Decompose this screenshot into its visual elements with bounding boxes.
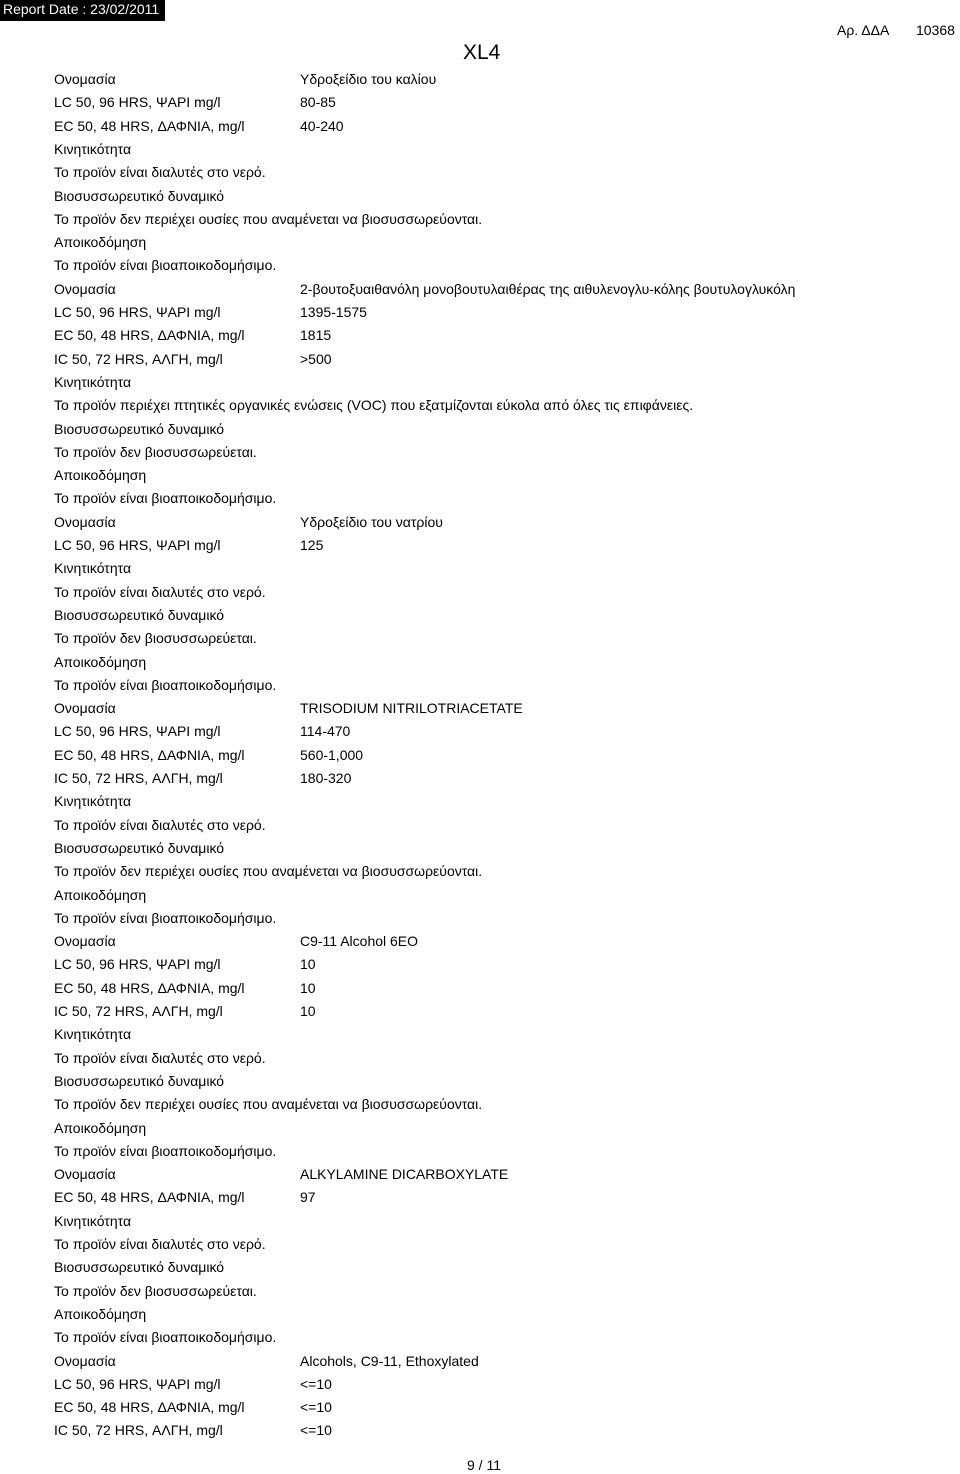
row-label: Το προϊόν περιέχει πτητικές οργανικές ενώσεις (VOC) που εξατμίζονται εύκολα από όλες τις επιφάνειες.	[54, 397, 694, 413]
row-label: Το προϊόν είναι βιοαποικοδομήσιμο.	[54, 910, 277, 926]
row-label: Βιοσυσσωρευτικό δυναμικό	[54, 421, 225, 437]
data-row	[54, 1187, 316, 1207]
data-row	[54, 325, 332, 345]
data-row	[54, 721, 351, 741]
row-value: 125	[300, 537, 324, 553]
row-label: Κινητικότητα	[54, 560, 132, 576]
row-label: LC 50, 96 HRS, ΨΑΡΙ mg/l	[54, 723, 221, 739]
row-label: IC 50, 72 HRS, ΑΛΓΗ, mg/l	[54, 770, 223, 786]
row-label: Το προϊόν είναι βιοαποικοδομήσιμο.	[54, 1329, 277, 1345]
row-label: EC 50, 48 HRS, ΔΑΦΝΙΑ, mg/l	[54, 118, 245, 134]
data-row	[54, 162, 266, 182]
row-value: <=10	[300, 1399, 332, 1415]
row-label: LC 50, 96 HRS, ΨΑΡΙ mg/l	[54, 94, 221, 110]
row-label: Το προϊόν είναι διαλυτές στο νερό.	[54, 1236, 266, 1252]
row-label: Ονομασία	[54, 71, 116, 87]
row-value: 560-1,000	[300, 747, 364, 763]
data-row	[54, 372, 131, 392]
data-row	[54, 1281, 257, 1301]
row-label: Το προϊόν είναι βιοαποικοδομήσιμο.	[54, 1143, 277, 1159]
row-label: Το προϊόν δεν περιέχει ουσίες που αναμένεται να βιοσυσσωρεύονται.	[54, 1096, 483, 1112]
data-row	[54, 535, 324, 555]
data-row	[54, 139, 131, 159]
row-label: Βιοσυσσωρευτικό δυναμικό	[54, 1073, 225, 1089]
row-value: 80-85	[300, 94, 336, 110]
row-label: Το προϊόν δεν βιοσυσσωρεύεται.	[54, 630, 257, 646]
row-label: Ονομασία	[54, 281, 116, 297]
data-row	[54, 1024, 131, 1044]
row-label: Το προϊόν δεν περιέχει ουσίες που αναμένεται να βιοσυσσωρεύονται.	[54, 863, 483, 879]
document-number-label: Αρ. ΔΔΑ	[837, 22, 890, 38]
data-row	[54, 302, 367, 322]
row-label: EC 50, 48 HRS, ΔΑΦΝΙΑ, mg/l	[54, 1399, 245, 1415]
row-label: EC 50, 48 HRS, ΔΑΦΝΙΑ, mg/l	[54, 980, 245, 996]
row-label: IC 50, 72 HRS, ΑΛΓΗ, mg/l	[54, 351, 223, 367]
substance-name-row	[54, 69, 437, 89]
data-row	[54, 395, 693, 415]
data-row	[54, 861, 482, 881]
row-label: Κινητικότητα	[54, 374, 132, 390]
data-row	[54, 1141, 276, 1161]
row-label: LC 50, 96 HRS, ΨΑΡΙ mg/l	[54, 304, 221, 320]
data-row	[54, 1374, 332, 1394]
row-label: LC 50, 96 HRS, ΨΑΡΙ mg/l	[54, 956, 221, 972]
data-row	[54, 1304, 146, 1324]
substance-name-row	[54, 512, 443, 532]
data-row	[54, 465, 146, 485]
row-label: Το προϊόν δεν βιοσυσσωρεύεται.	[54, 1283, 257, 1299]
data-row	[54, 232, 146, 252]
substance-name-row	[54, 698, 523, 718]
data-row	[54, 488, 276, 508]
data-row	[54, 1234, 266, 1254]
substance-name-row	[54, 1351, 479, 1371]
row-value: 10	[300, 1003, 316, 1019]
row-label: Αποικοδόμηση	[54, 1306, 147, 1322]
data-row	[54, 954, 316, 974]
data-row	[54, 1257, 224, 1277]
row-value: 180-320	[300, 770, 352, 786]
substance-name: Υδροξείδιο του νατρίου	[300, 514, 443, 530]
row-label: Το προϊόν είναι βιοαποικοδομήσιμο.	[54, 677, 277, 693]
row-label: Αποικοδόμηση	[54, 654, 147, 670]
row-label: Κινητικότητα	[54, 141, 132, 157]
row-label: Αποικοδόμηση	[54, 887, 147, 903]
row-label: Το προϊόν δεν περιέχει ουσίες που αναμένεται να βιοσυσσωρεύονται.	[54, 211, 483, 227]
row-value: 97	[300, 1189, 316, 1205]
data-row	[54, 209, 482, 229]
row-label: Το προϊόν είναι διαλυτές στο νερό.	[54, 164, 266, 180]
row-label: Κινητικότητα	[54, 1026, 132, 1042]
row-label: Ονομασία	[54, 1166, 116, 1182]
row-label: Αποικοδόμηση	[54, 1120, 147, 1136]
row-label: Αποικοδόμηση	[54, 234, 147, 250]
data-row	[54, 255, 276, 275]
data-row	[54, 745, 364, 765]
row-label: Αποικοδόμηση	[54, 467, 147, 483]
data-row	[54, 1071, 224, 1091]
row-label: IC 50, 72 HRS, ΑΛΓΗ, mg/l	[54, 1003, 223, 1019]
row-value: 114-470	[300, 723, 351, 739]
row-label: Ονομασία	[54, 933, 116, 949]
data-row	[54, 419, 224, 439]
data-row	[54, 628, 257, 648]
data-row	[54, 885, 146, 905]
row-value: <=10	[300, 1422, 332, 1438]
row-label: Βιοσυσσωρευτικό δυναμικό	[54, 607, 225, 623]
row-label: Το προϊόν είναι διαλυτές στο νερό.	[54, 1050, 266, 1066]
substance-name: ALKYLAMINE DICARBOXYLATE	[300, 1166, 509, 1182]
row-value: 1395-1575	[300, 304, 367, 320]
row-value: >500	[300, 351, 332, 367]
data-row	[54, 1211, 131, 1231]
row-label: Βιοσυσσωρευτικό δυναμικό	[54, 840, 225, 856]
substance-name: Alcohols, C9-11, Ethoxylated	[300, 1353, 479, 1369]
data-row	[54, 1048, 266, 1068]
substance-name-row	[54, 1164, 509, 1184]
substance-name-row	[54, 279, 796, 299]
row-label: Κινητικότητα	[54, 1213, 132, 1229]
data-row	[54, 1001, 316, 1021]
row-value: 1815	[300, 327, 332, 343]
row-label: Το προϊόν είναι βιοαποικοδομήσιμο.	[54, 490, 277, 506]
data-row	[54, 652, 146, 672]
data-row	[54, 838, 224, 858]
substance-name: TRISODIUM NITRILOTRIACETATE	[300, 700, 523, 716]
data-row	[54, 186, 224, 206]
substance-name: C9-11 Alcohol 6EO	[300, 933, 419, 949]
data-row	[54, 1118, 146, 1138]
row-value: 10	[300, 980, 316, 996]
row-label: Το προϊόν δεν βιοσυσσωρεύεται.	[54, 444, 257, 460]
data-row	[54, 978, 316, 998]
substance-name-row	[54, 931, 419, 951]
row-label: Το προϊόν είναι διαλυτές στο νερό.	[54, 817, 266, 833]
data-row	[54, 791, 131, 811]
row-label: Κινητικότητα	[54, 793, 132, 809]
data-row	[54, 815, 266, 835]
row-label: EC 50, 48 HRS, ΔΑΦΝΙΑ, mg/l	[54, 747, 245, 763]
data-row	[54, 582, 266, 602]
row-label: Το προϊόν είναι βιοαποικοδομήσιμο.	[54, 257, 277, 273]
row-value: 10	[300, 956, 316, 972]
data-row	[54, 92, 336, 112]
row-label: Ονομασία	[54, 1353, 116, 1369]
data-row	[54, 558, 131, 578]
row-label: Βιοσυσσωρευτικό δυναμικό	[54, 1259, 225, 1275]
substance-name: Υδροξείδιο του καλίου	[300, 71, 437, 87]
document-number-value: 10368	[916, 22, 955, 38]
substance-name: 2-βουτοξυαιθανόλη μονοβουτυλαιθέρας της αιθυλενογλυ-κόλης βουτυλογλυκόλη	[300, 281, 796, 297]
data-row	[54, 768, 352, 788]
data-row	[54, 675, 276, 695]
form-code: XL4	[463, 41, 501, 64]
row-label: EC 50, 48 HRS, ΔΑΦΝΙΑ, mg/l	[54, 327, 245, 343]
row-label: Ονομασία	[54, 514, 116, 530]
row-label: Βιοσυσσωρευτικό δυναμικό	[54, 188, 225, 204]
data-row	[54, 908, 276, 928]
data-row	[54, 349, 332, 369]
data-row	[54, 1397, 332, 1417]
data-row	[54, 605, 224, 625]
data-row	[54, 442, 257, 462]
data-row	[54, 1094, 482, 1114]
row-value: <=10	[300, 1376, 332, 1392]
row-label: Ονομασία	[54, 700, 116, 716]
row-label: Το προϊόν είναι διαλυτές στο νερό.	[54, 584, 266, 600]
row-label: EC 50, 48 HRS, ΔΑΦΝΙΑ, mg/l	[54, 1189, 245, 1205]
row-label: IC 50, 72 HRS, ΑΛΓΗ, mg/l	[54, 1422, 223, 1438]
row-value: 40-240	[300, 118, 344, 134]
report-date: Report Date : 23/02/2011	[0, 0, 165, 21]
data-row	[54, 1420, 332, 1440]
row-label: LC 50, 96 HRS, ΨΑΡΙ mg/l	[54, 537, 221, 553]
row-label: LC 50, 96 HRS, ΨΑΡΙ mg/l	[54, 1376, 221, 1392]
page-number: 9 / 11	[467, 1457, 501, 1473]
data-row	[54, 1327, 276, 1347]
data-row	[54, 116, 344, 136]
